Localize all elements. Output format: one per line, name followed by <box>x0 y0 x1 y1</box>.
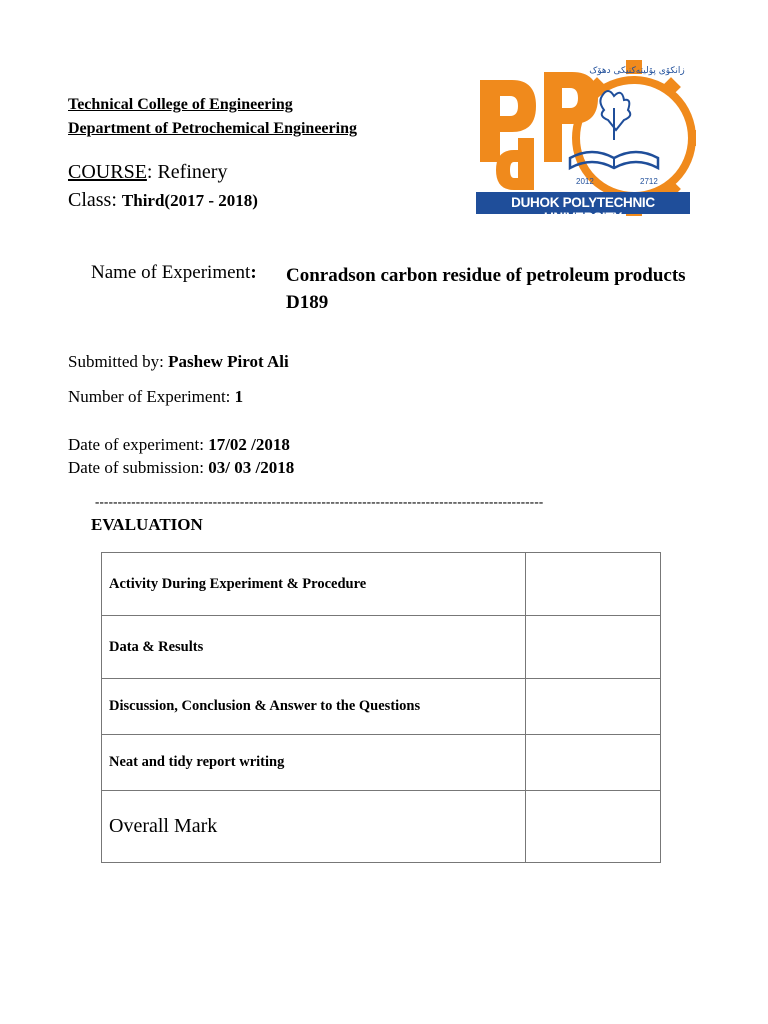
mark-cell <box>525 616 660 679</box>
criterion-label: Neat and tidy report writing <box>102 735 526 791</box>
table-row <box>102 553 661 616</box>
experiment-label: Name of Experiment: <box>91 262 257 283</box>
college-name: Technical College of Engineering <box>68 96 293 113</box>
university-emblem-icon <box>474 58 704 218</box>
criterion-label: Activity During Experiment & Procedure <box>102 553 526 616</box>
separator-line: --------------------------------------------------------------------------------------------------- <box>95 494 544 509</box>
course-line: COURSE: Refinery <box>68 161 228 183</box>
date-submission-line <box>68 458 294 478</box>
mark-cell <box>525 679 660 735</box>
overall-mark-cell <box>525 791 660 863</box>
submitted-by-line <box>68 352 289 372</box>
number-label: Number of Experiment: <box>68 387 231 406</box>
table-row <box>102 616 661 679</box>
submitted-label: Submitted by: <box>68 352 164 371</box>
date-experiment-line <box>68 435 290 455</box>
mark-cell <box>525 735 660 791</box>
course-label: COURSE <box>68 161 147 183</box>
logo-year-left: 2012 <box>576 177 594 186</box>
university-logo <box>474 58 704 225</box>
criterion-label: Discussion, Conclusion & Answer to the Questions <box>102 679 526 735</box>
date-exp-value: 17/02 /2018 <box>208 435 290 454</box>
course-value: Refinery <box>157 161 228 183</box>
table-row <box>102 679 661 735</box>
experiment-name: Conradson carbon residue of petroleum products D189 <box>286 265 686 313</box>
table-row <box>102 791 661 863</box>
department-name: Department of Petrochemical Engineering <box>68 120 357 137</box>
date-sub-label: Date of submission: <box>68 458 204 477</box>
evaluation-title: EVALUATION <box>91 515 203 534</box>
class-value: Third(2017 - 2018) <box>121 191 258 210</box>
criterion-label: Data & Results <box>102 616 526 679</box>
evaluation-table <box>101 552 661 863</box>
logo-arabic-text: زانکۆی پۆلیتەکنیکی دهۆک <box>589 66 685 76</box>
number-value: 1 <box>234 387 244 406</box>
date-sub-value: 03/ 03 /2018 <box>208 458 295 477</box>
class-label: Class: <box>68 189 117 211</box>
logo-year-right: 2712 <box>640 177 658 186</box>
logo-banner-text: DUHOK POLYTECHNIC UNIVERSITY <box>511 195 655 225</box>
experiment-number-line <box>68 387 243 407</box>
class-line <box>68 189 258 212</box>
submitted-value: Pashew Pirot Ali <box>168 352 289 371</box>
mark-cell <box>525 553 660 616</box>
date-exp-label: Date of experiment: <box>68 435 204 454</box>
table-row <box>102 735 661 791</box>
overall-mark-label: Overall Mark <box>102 791 526 863</box>
